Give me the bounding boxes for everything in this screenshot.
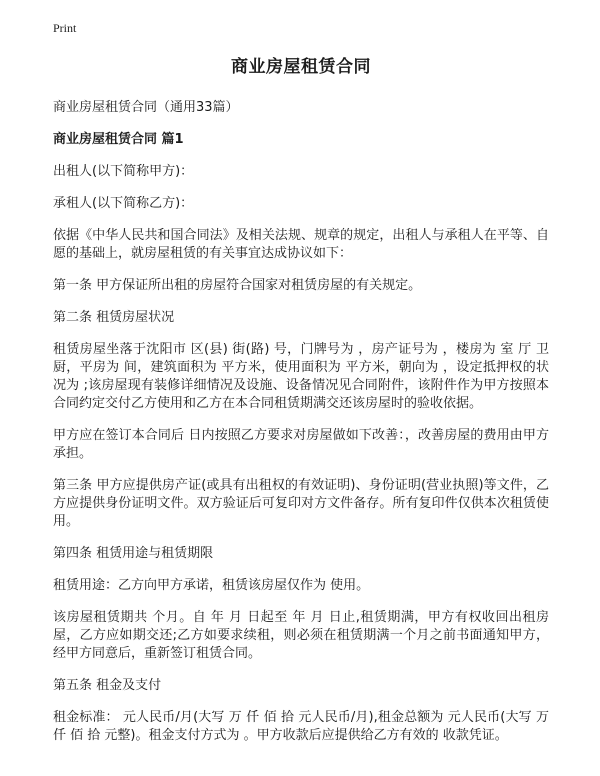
paragraph-article-4-heading: 第四条 租赁用途与租赁期限 (53, 546, 214, 561)
paragraph-property-details: 租赁房屋坐落于沈阳市 区(县) 街(路) 号，门牌号为 ，房产证号为 ，楼房为 室 厅 卫 厨，平房为 间，建筑面积为 平方米，使用面积为 平方米，朝向为 ，设定抵押权的状况为 ;该房屋现有装修详细情况及设施、设备情况见合同附件，该附件作为甲方按照本合同约定交付乙方使用和乙方在本合同租赁期满交还该房屋时的验收依据。 (53, 342, 549, 411)
paragraph-rent-standard: 租金标准： 元人民币/月(大写 万 仟 佰 拾 元人民币/月),租金总额为 元人民币(大写 万 仟 佰 拾 元整)。租金支付方式为 。甲方收款后应提供给乙方有效的 收款凭证。 (53, 710, 549, 743)
paragraph-article-2-heading: 第二条 租赁房屋状况 (53, 310, 175, 325)
paragraph-article-1: 第一条 甲方保证所出租的房屋符合国家对租赁房屋的有关规定。 (53, 278, 422, 293)
paragraph-basis: 依据《中华人民共和国合同法》及相关法规、规章的规定，出租人与承租人在平等、自愿的基础上，就房屋租赁的有关事宜达成协议如下： (53, 228, 549, 261)
paragraph-article-5-heading: 第五条 租金及支付 (53, 678, 162, 693)
paragraph-improvements: 甲方应在签订本合同后 日内按照乙方要求对房屋做如下改善：，改善房屋的费用由甲方承担。 (53, 428, 549, 461)
paragraph-lessor: 出租人(以下简称甲方)： (53, 164, 194, 179)
print-link[interactable]: Print (53, 21, 77, 35)
paragraph-article-3: 第三条 甲方应提供房产证(或具有出租权的有效证明)、身份证明(营业执照)等文件，乙方应提供身份证明文件。双方验证后可复印对方文件备存。所有复印件仅供本次租赁使用。 (53, 478, 549, 529)
paragraph-lessee: 承租人(以下简称乙方)： (53, 196, 194, 211)
paragraph-lease-use: 租赁用途：乙方向甲方承诺，租赁该房屋仅作为 使用。 (53, 578, 370, 593)
section-heading: 商业房屋租赁合同 篇1 (53, 132, 184, 147)
document-title: 商业房屋租赁合同 (231, 57, 371, 77)
document-body (53, 52, 549, 759)
paragraph-lease-term: 该房屋租赁期共 个月。自 年 月 日起至 年 月 日止,租赁期满，甲方有权收回出租房屋，乙方应如期交还;乙方如要求续租，则必须在租赁期满一个月之前书面通知甲方，经甲方同意后，重新签订租赁合同。 (53, 610, 549, 661)
document-subtitle: 商业房屋租赁合同（通用33篇） (53, 100, 239, 115)
